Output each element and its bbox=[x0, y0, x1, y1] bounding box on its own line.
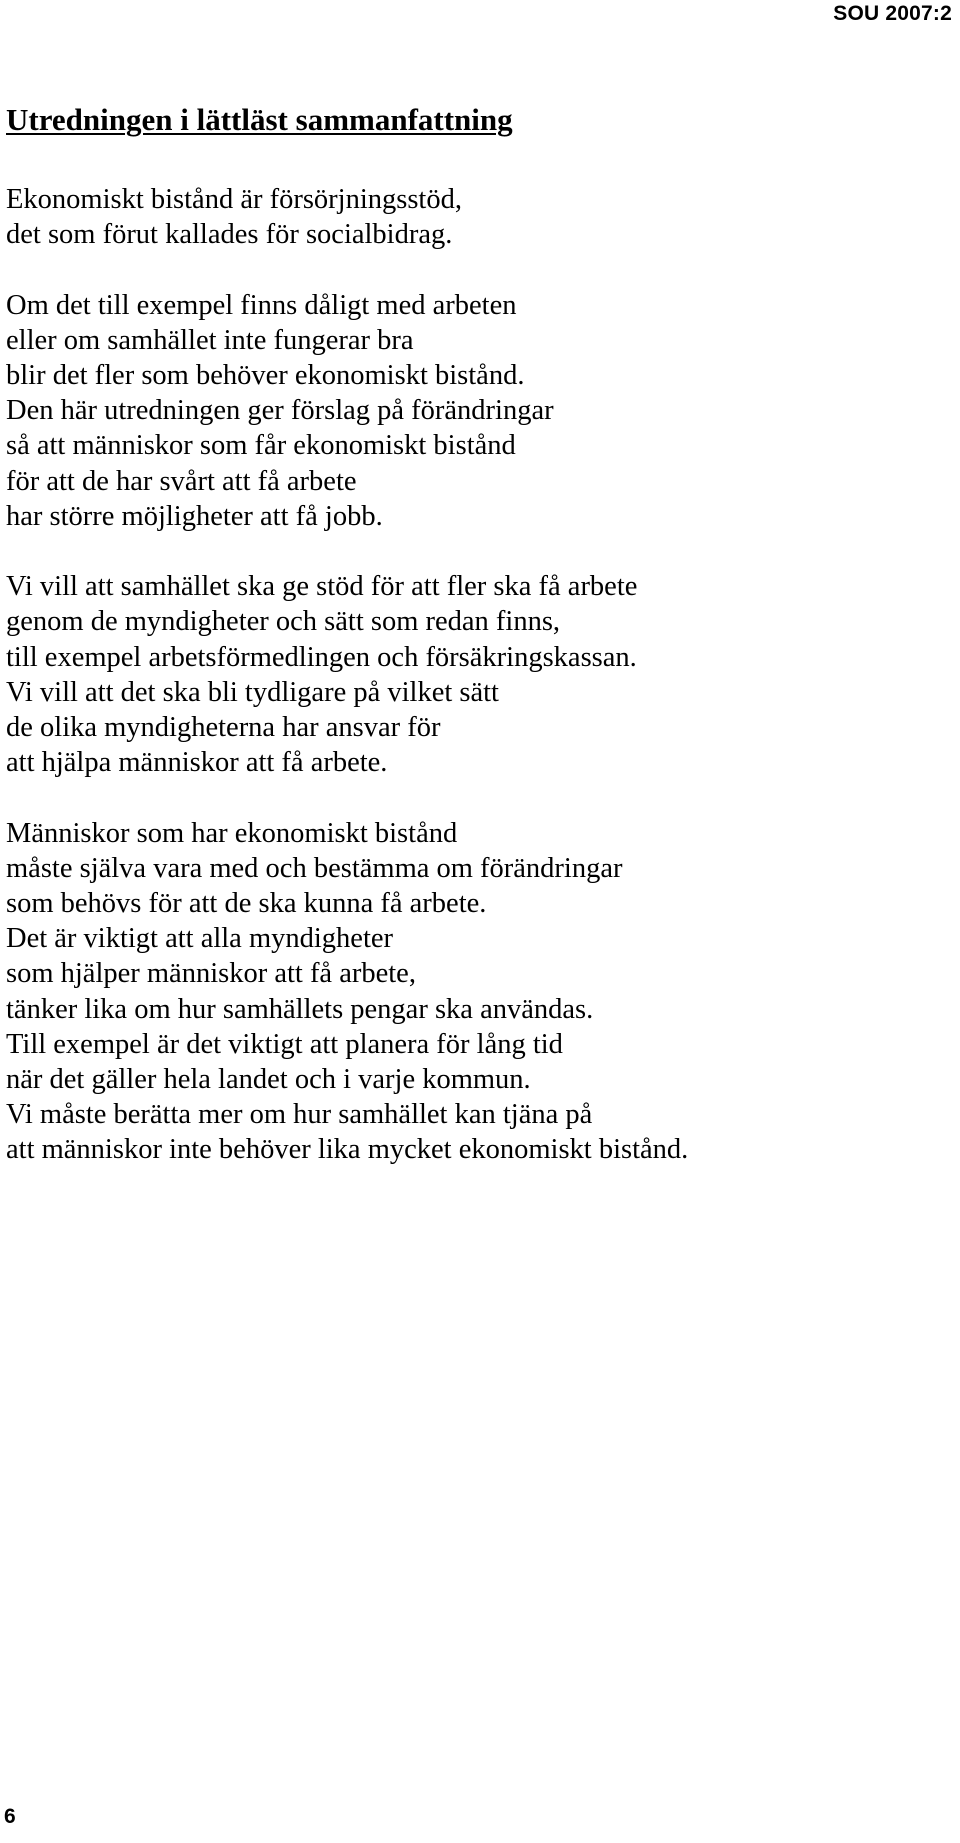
text-line: måste själva vara med och bestämma om förändringar bbox=[6, 852, 623, 884]
text-line: genom de myndigheter och sätt som redan finns, bbox=[6, 606, 561, 638]
text-line: Vi vill att det ska bli tydligare på vilket sätt bbox=[6, 676, 499, 708]
page-title: Utredningen i lättläst sammanfattning bbox=[6, 102, 513, 137]
text-line: Vi vill att samhället ska ge stöd för att fler ska få arbete bbox=[6, 571, 638, 603]
paragraph-4 bbox=[6, 816, 946, 1168]
text-line: när det gäller hela landet och i varje kommun. bbox=[6, 1064, 531, 1096]
text-line: det som förut kallades för socialbidrag. bbox=[6, 219, 453, 251]
text-line: som behövs för att de ska kunna få arbete. bbox=[6, 888, 487, 920]
text-line: de olika myndigheterna har ansvar för bbox=[6, 712, 441, 744]
text-line: Om det till exempel finns dåligt med arbeten bbox=[6, 289, 517, 321]
text-line: tänker lika om hur samhällets pengar ska användas. bbox=[6, 993, 594, 1025]
text-line: Till exempel är det viktigt att planera för lång tid bbox=[6, 1028, 563, 1060]
paragraph-3 bbox=[6, 569, 946, 780]
text-line: Den här utredningen ger förslag på förändringar bbox=[6, 395, 554, 427]
text-line: för att de har svårt att få arbete bbox=[6, 465, 357, 497]
text-line: blir det fler som behöver ekonomiskt bistånd. bbox=[6, 360, 525, 391]
text-line: att människor inte behöver lika mycket ekonomiskt bistånd. bbox=[6, 1134, 689, 1166]
text-line: till exempel arbetsförmedlingen och försäkringskassan. bbox=[6, 641, 637, 673]
text-line: Ekonomiskt bistånd är försörjningsstöd, bbox=[6, 184, 462, 215]
body-text bbox=[6, 182, 946, 1203]
text-line: som hjälper människor att få arbete, bbox=[6, 958, 416, 990]
paragraph-2 bbox=[6, 288, 946, 534]
text-line: att hjälpa människor att få arbete. bbox=[6, 747, 388, 779]
running-header-report-id: SOU 2007:2 bbox=[833, 2, 952, 25]
text-line: Vi måste berätta mer om hur samhället kan tjäna på bbox=[6, 1099, 593, 1131]
text-line: Det är viktigt att alla myndigheter bbox=[6, 923, 394, 955]
paragraph-1 bbox=[6, 182, 946, 252]
page-number: 6 bbox=[4, 1805, 16, 1828]
text-line: eller om samhället inte fungerar bra bbox=[6, 324, 414, 356]
text-line: har större möjligheter att få jobb. bbox=[6, 500, 383, 532]
text-line: så att människor som får ekonomiskt bistånd bbox=[6, 430, 516, 462]
text-line: Människor som har ekonomiskt bistånd bbox=[6, 817, 458, 849]
